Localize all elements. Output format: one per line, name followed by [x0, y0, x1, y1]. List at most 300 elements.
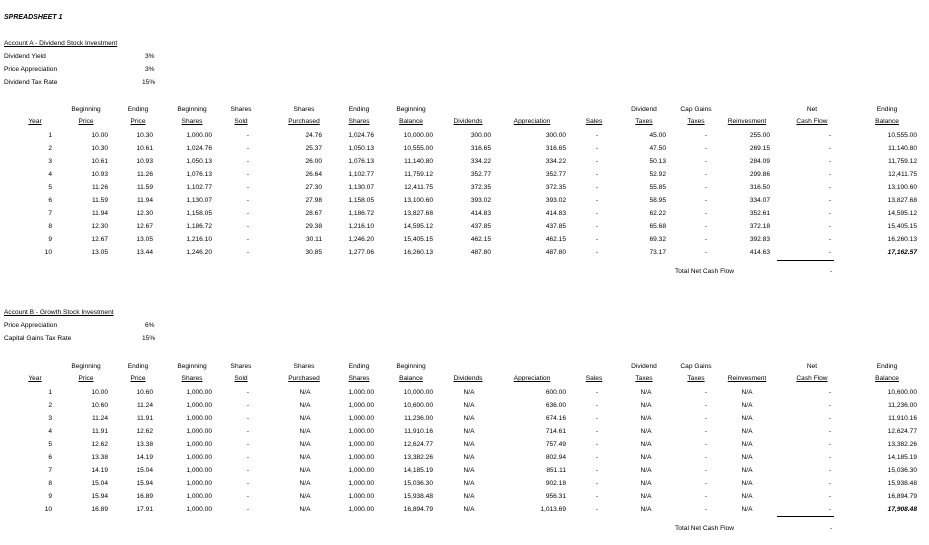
- table-cell: 12.62: [91, 441, 108, 448]
- column-header-top: Net: [806, 363, 818, 370]
- table-cell: 15,036.30: [887, 467, 917, 474]
- column-header-top: Ending: [127, 363, 149, 370]
- table-cell: -: [828, 402, 832, 409]
- table-cell: -: [246, 236, 250, 243]
- table-cell: -: [246, 415, 250, 422]
- table-cell: -: [828, 158, 832, 165]
- table-cell: N/A: [463, 493, 475, 500]
- table-cell: 26.00: [305, 158, 322, 165]
- table-cell: 1,000.00: [348, 480, 374, 487]
- table-cell: N/A: [463, 506, 475, 513]
- table-cell: -: [246, 171, 250, 178]
- table-cell: N/A: [741, 480, 753, 487]
- table-cell: 73.17: [649, 249, 666, 256]
- table-cell: 334.22: [470, 158, 491, 165]
- table-cell: N/A: [741, 402, 753, 409]
- column-header-top: Dividend: [631, 106, 657, 113]
- table-cell: 393.02: [470, 197, 491, 204]
- table-cell: -: [828, 467, 832, 474]
- table-cell: 13,382.26: [403, 454, 433, 461]
- table-cell: -: [704, 415, 708, 422]
- total-net-cash-flow-label: Total Net Cash Flow: [675, 525, 734, 532]
- table-cell: 300.00: [545, 132, 566, 139]
- table-cell: -: [246, 493, 250, 500]
- table-cell: -: [704, 197, 708, 204]
- table-cell: 1,024.76: [348, 132, 374, 139]
- table-cell: 414.83: [470, 210, 491, 217]
- table-cell: 10,600.00: [887, 389, 917, 396]
- param-value: 3%: [145, 53, 155, 60]
- table-cell: 16,260.13: [403, 249, 433, 256]
- table-cell: -: [246, 402, 250, 409]
- column-header-top: Beginning: [396, 106, 426, 113]
- table-cell: 1,246.20: [186, 249, 212, 256]
- table-cell: 15,405.15: [887, 223, 917, 230]
- table-cell: -: [595, 158, 599, 165]
- column-header-top: Cap Gains: [680, 363, 712, 370]
- table-cell: 674.16: [545, 415, 566, 422]
- param-value: 6%: [145, 322, 155, 329]
- year-cell: 2: [48, 145, 52, 152]
- table-cell: 10.30: [136, 132, 153, 139]
- table-cell: 16,260.13: [887, 236, 917, 243]
- table-cell: 25.37: [305, 145, 322, 152]
- table-cell: 69.32: [649, 236, 666, 243]
- table-cell: 11.26: [91, 184, 108, 191]
- table-cell: 15,938.48: [887, 480, 917, 487]
- table-cell: 334.07: [749, 197, 770, 204]
- table-cell: 11.94: [91, 210, 108, 217]
- table-cell: N/A: [299, 454, 311, 461]
- table-cell: 14,185.19: [403, 467, 433, 474]
- table-cell: N/A: [463, 454, 475, 461]
- table-cell: 16.89: [91, 506, 108, 513]
- table-cell: 1,000.00: [348, 493, 374, 500]
- table-cell: -: [704, 158, 708, 165]
- table-cell: -: [595, 454, 599, 461]
- table-cell: -: [704, 428, 708, 435]
- table-cell: 1,216.10: [348, 223, 374, 230]
- table-cell: -: [595, 480, 599, 487]
- table-cell: 10,555.00: [887, 132, 917, 139]
- table-cell: N/A: [299, 428, 311, 435]
- table-cell: -: [595, 415, 599, 422]
- table-cell: -: [595, 493, 599, 500]
- table-cell: 1,024.76: [186, 145, 212, 152]
- table-cell: 14,595.12: [887, 210, 917, 217]
- column-header-top: Beginning: [396, 363, 426, 370]
- sheet-title: SPREADSHEET 1: [4, 14, 63, 21]
- column-header: Year: [28, 375, 42, 382]
- year-cell: 7: [48, 210, 52, 217]
- table-cell: 52.92: [649, 171, 666, 178]
- column-header: Taxes: [635, 118, 653, 125]
- table-cell: -: [704, 389, 708, 396]
- column-header-top: Dividend: [631, 363, 657, 370]
- table-cell: N/A: [741, 389, 753, 396]
- column-header-top: Ending: [127, 106, 149, 113]
- table-cell: N/A: [640, 428, 652, 435]
- column-header: Sales: [585, 118, 603, 125]
- table-cell: 269.15: [749, 145, 770, 152]
- table-cell: 1,000.00: [186, 493, 212, 500]
- table-cell: -: [704, 454, 708, 461]
- table-cell: -: [704, 171, 708, 178]
- column-header: Sold: [234, 375, 248, 382]
- table-cell: 392.83: [749, 236, 770, 243]
- table-cell: 1,000.00: [348, 506, 374, 513]
- table-cell: -: [828, 249, 832, 256]
- table-cell: -: [828, 145, 832, 152]
- table-cell: -: [828, 236, 832, 243]
- table-cell: 12,411.75: [404, 184, 433, 191]
- param-label: Capital Gains Tax Rate: [4, 335, 72, 342]
- table-cell: -: [704, 467, 708, 474]
- table-cell: -: [704, 132, 708, 139]
- table-cell: N/A: [640, 441, 652, 448]
- table-cell: -: [246, 132, 250, 139]
- table-cell: N/A: [299, 480, 311, 487]
- table-cell: 27.98: [305, 197, 322, 204]
- table-cell: 372.35: [470, 184, 491, 191]
- table-cell: 13,100.60: [403, 197, 433, 204]
- year-cell: 4: [48, 428, 52, 435]
- table-cell: N/A: [299, 493, 311, 500]
- column-header-top: Shares: [230, 106, 252, 113]
- table-cell: -: [828, 493, 832, 500]
- table-cell: N/A: [463, 389, 475, 396]
- table-cell: N/A: [640, 480, 652, 487]
- column-header: Appreciation: [513, 118, 551, 125]
- column-header: Year: [28, 118, 42, 125]
- table-cell: 13,100.60: [887, 184, 917, 191]
- total-net-cash-flow-value: -: [830, 268, 833, 275]
- table-cell: 14,595.12: [403, 223, 433, 230]
- param-value: 3%: [145, 66, 155, 73]
- table-cell: 11,759.12: [404, 171, 433, 178]
- year-cell: 8: [48, 480, 52, 487]
- column-header-top: Cap Gains: [680, 106, 712, 113]
- table-cell: 1,000.00: [186, 506, 212, 513]
- table-cell: -: [595, 441, 599, 448]
- table-cell: 1,130.07: [186, 197, 212, 204]
- table-cell: 1,076.13: [186, 171, 212, 178]
- table-cell: 1,158.05: [348, 197, 374, 204]
- table-cell: -: [828, 171, 832, 178]
- table-cell: 58.95: [649, 197, 666, 204]
- table-cell: N/A: [463, 428, 475, 435]
- table-cell: 1,000.00: [348, 467, 374, 474]
- column-header: Price: [130, 375, 146, 382]
- table-cell: N/A: [741, 441, 753, 448]
- table-cell: -: [246, 428, 250, 435]
- table-cell: -: [595, 145, 599, 152]
- table-cell: 1,130.07: [348, 184, 374, 191]
- table-cell: 62.22: [649, 210, 666, 217]
- table-cell: 16,894.79: [403, 506, 433, 513]
- table-cell: 11.24: [91, 415, 108, 422]
- table-cell: -: [246, 158, 250, 165]
- column-header-top: Ending: [876, 363, 898, 370]
- table-cell: 14.19: [136, 454, 153, 461]
- table-cell: 17,162.57: [887, 249, 917, 256]
- table-cell: 13.05: [136, 236, 153, 243]
- table-cell: -: [246, 249, 250, 256]
- table-cell: 802.94: [545, 454, 566, 461]
- year-cell: 10: [44, 249, 52, 256]
- year-cell: 1: [48, 389, 52, 396]
- table-cell: 714.61: [545, 428, 566, 435]
- table-cell: 12.67: [136, 223, 153, 230]
- table-cell: 393.02: [545, 197, 566, 204]
- column-header: Taxes: [687, 118, 705, 125]
- column-header-top: Ending: [348, 106, 370, 113]
- table-cell: 414.63: [749, 249, 770, 256]
- table-cell: 65.68: [649, 223, 666, 230]
- table-cell: 45.00: [649, 132, 666, 139]
- param-label: Price Appreciation: [4, 66, 58, 73]
- table-cell: 10.93: [136, 158, 153, 165]
- table-cell: 10.60: [91, 402, 108, 409]
- table-cell: -: [828, 480, 832, 487]
- year-cell: 7: [48, 467, 52, 474]
- table-cell: 1,013.69: [540, 506, 566, 513]
- table-cell: 13,382.26: [887, 441, 917, 448]
- table-cell: N/A: [640, 467, 652, 474]
- table-cell: 13.05: [91, 249, 108, 256]
- column-header-top: Net: [806, 106, 818, 113]
- table-cell: 10.61: [91, 158, 108, 165]
- year-cell: 3: [48, 415, 52, 422]
- table-cell: N/A: [463, 480, 475, 487]
- column-header: Balance: [399, 118, 423, 125]
- column-header-top: Ending: [876, 106, 898, 113]
- table-cell: 1,186.72: [186, 223, 212, 230]
- column-header-top: Shares: [293, 106, 315, 113]
- table-cell: 12.62: [136, 428, 153, 435]
- table-cell: 372.35: [545, 184, 566, 191]
- table-cell: N/A: [299, 389, 311, 396]
- column-header: Dividends: [453, 375, 483, 382]
- column-header: Purchased: [288, 118, 320, 125]
- table-cell: -: [595, 210, 599, 217]
- column-header: Dividends: [453, 118, 483, 125]
- year-cell: 2: [48, 402, 52, 409]
- param-label: Dividend Yield: [4, 53, 46, 60]
- table-cell: -: [828, 428, 832, 435]
- total-underline: [777, 260, 834, 261]
- table-cell: 1,000.00: [186, 389, 212, 396]
- table-cell: 13,827.68: [887, 197, 917, 204]
- table-cell: 437.85: [470, 223, 491, 230]
- table-cell: 16,894.79: [887, 493, 917, 500]
- table-cell: 1,000.00: [186, 480, 212, 487]
- table-cell: 1,076.13: [348, 158, 374, 165]
- column-header-top: Beginning: [177, 106, 207, 113]
- column-header: Sold: [234, 118, 248, 125]
- table-cell: -: [246, 480, 250, 487]
- table-cell: 12.30: [91, 223, 108, 230]
- column-header: Price: [130, 118, 146, 125]
- table-cell: 902.18: [545, 480, 566, 487]
- table-cell: 13,827.68: [403, 210, 433, 217]
- account-b-heading: Account B - Growth Stock Investment: [4, 309, 114, 316]
- table-cell: -: [704, 506, 708, 513]
- column-header: Balance: [399, 375, 423, 382]
- table-cell: -: [595, 171, 599, 178]
- table-cell: 10.93: [91, 171, 108, 178]
- table-cell: 636.00: [545, 402, 566, 409]
- table-cell: 1,000.00: [186, 441, 212, 448]
- table-cell: 10.00: [91, 389, 108, 396]
- table-cell: -: [595, 428, 599, 435]
- table-cell: -: [595, 389, 599, 396]
- table-cell: 15.94: [136, 480, 153, 487]
- table-cell: 1,000.00: [348, 415, 374, 422]
- table-cell: 300.00: [470, 132, 491, 139]
- column-header: Price: [78, 375, 94, 382]
- table-cell: N/A: [463, 467, 475, 474]
- table-cell: 10,600.00: [403, 402, 433, 409]
- table-cell: 12,624.77: [887, 428, 917, 435]
- table-cell: 27.30: [305, 184, 322, 191]
- table-cell: 15,938.48: [403, 493, 433, 500]
- table-cell: -: [595, 249, 599, 256]
- table-cell: -: [595, 223, 599, 230]
- year-cell: 4: [48, 171, 52, 178]
- table-cell: -: [828, 210, 832, 217]
- table-cell: 1,000.00: [186, 402, 212, 409]
- table-cell: 284.09: [749, 158, 770, 165]
- table-cell: 11,140.80: [888, 145, 917, 152]
- table-cell: 1,102.77: [348, 171, 374, 178]
- table-cell: 11.94: [136, 197, 153, 204]
- column-header: Shares: [348, 375, 370, 382]
- table-cell: 1,000.00: [348, 402, 374, 409]
- table-cell: -: [595, 184, 599, 191]
- table-cell: N/A: [640, 402, 652, 409]
- table-cell: 487.80: [545, 249, 566, 256]
- year-cell: 9: [48, 493, 52, 500]
- table-cell: 17.91: [136, 506, 153, 513]
- table-cell: -: [704, 223, 708, 230]
- table-cell: -: [828, 223, 832, 230]
- table-cell: 352.61: [749, 210, 770, 217]
- table-cell: N/A: [640, 389, 652, 396]
- table-cell: 11,759.12: [888, 158, 917, 165]
- table-cell: 10.00: [91, 132, 108, 139]
- column-header: Appreciation: [513, 375, 551, 382]
- table-cell: -: [704, 210, 708, 217]
- year-cell: 5: [48, 184, 52, 191]
- table-cell: 11,236.00: [404, 415, 433, 422]
- column-header: Shares: [348, 118, 370, 125]
- table-cell: -: [246, 454, 250, 461]
- table-cell: 487.80: [470, 249, 491, 256]
- table-cell: -: [828, 132, 832, 139]
- year-cell: 9: [48, 236, 52, 243]
- table-cell: 1,216.10: [186, 236, 212, 243]
- table-cell: -: [595, 197, 599, 204]
- table-cell: N/A: [463, 415, 475, 422]
- table-cell: -: [246, 210, 250, 217]
- table-cell: 10.61: [136, 145, 153, 152]
- table-cell: -: [595, 467, 599, 474]
- table-cell: 29.38: [305, 223, 322, 230]
- column-header-top: Beginning: [71, 106, 101, 113]
- table-cell: 15.94: [91, 493, 108, 500]
- table-cell: 14,185.19: [887, 454, 917, 461]
- table-cell: 47.50: [649, 145, 666, 152]
- table-cell: -: [704, 236, 708, 243]
- table-cell: 11,140.80: [404, 158, 433, 165]
- table-cell: 1,102.77: [186, 184, 212, 191]
- table-cell: 15,405.15: [403, 236, 433, 243]
- table-cell: 352.77: [470, 171, 491, 178]
- param-value: 15%: [142, 335, 156, 342]
- table-cell: 600.00: [545, 389, 566, 396]
- table-cell: 15.04: [136, 467, 153, 474]
- column-header: Reinvesment: [727, 375, 767, 382]
- table-cell: 1,050.13: [348, 145, 374, 152]
- param-value: 15%: [142, 79, 156, 86]
- table-cell: 1,000.00: [186, 415, 212, 422]
- total-net-cash-flow-value: -: [830, 525, 833, 532]
- table-cell: 437.85: [545, 223, 566, 230]
- table-cell: -: [246, 506, 250, 513]
- table-cell: 11.59: [136, 184, 153, 191]
- table-cell: -: [246, 389, 250, 396]
- year-cell: 3: [48, 158, 52, 165]
- table-cell: N/A: [299, 415, 311, 422]
- year-cell: 6: [48, 197, 52, 204]
- table-cell: -: [704, 493, 708, 500]
- table-cell: N/A: [640, 415, 652, 422]
- column-header: Sales: [585, 375, 603, 382]
- table-cell: 11.59: [91, 197, 108, 204]
- year-cell: 1: [48, 132, 52, 139]
- table-cell: 10,000.00: [403, 132, 433, 139]
- table-cell: N/A: [299, 402, 311, 409]
- table-cell: 50.13: [649, 158, 666, 165]
- table-cell: N/A: [741, 415, 753, 422]
- year-cell: 10: [44, 506, 52, 513]
- table-cell: -: [828, 454, 832, 461]
- table-cell: 15,036.30: [403, 480, 433, 487]
- table-cell: 956.31: [545, 493, 566, 500]
- table-cell: 1,000.00: [348, 428, 374, 435]
- table-cell: -: [704, 480, 708, 487]
- table-cell: 11.91: [91, 428, 108, 435]
- column-header-top: Beginning: [71, 363, 101, 370]
- column-header: Taxes: [635, 375, 653, 382]
- table-cell: -: [246, 145, 250, 152]
- column-header: Price: [78, 118, 94, 125]
- table-cell: 14.19: [91, 467, 108, 474]
- table-cell: N/A: [463, 441, 475, 448]
- table-cell: N/A: [640, 454, 652, 461]
- table-cell: -: [828, 415, 832, 422]
- table-cell: -: [246, 197, 250, 204]
- table-cell: 26.64: [305, 171, 322, 178]
- table-cell: 13.38: [91, 454, 108, 461]
- column-header: Balance: [875, 375, 899, 382]
- table-cell: 334.22: [545, 158, 566, 165]
- table-cell: 15.04: [91, 480, 108, 487]
- table-cell: 851.11: [546, 467, 566, 474]
- table-cell: 11.24: [136, 402, 153, 409]
- table-cell: -: [595, 236, 599, 243]
